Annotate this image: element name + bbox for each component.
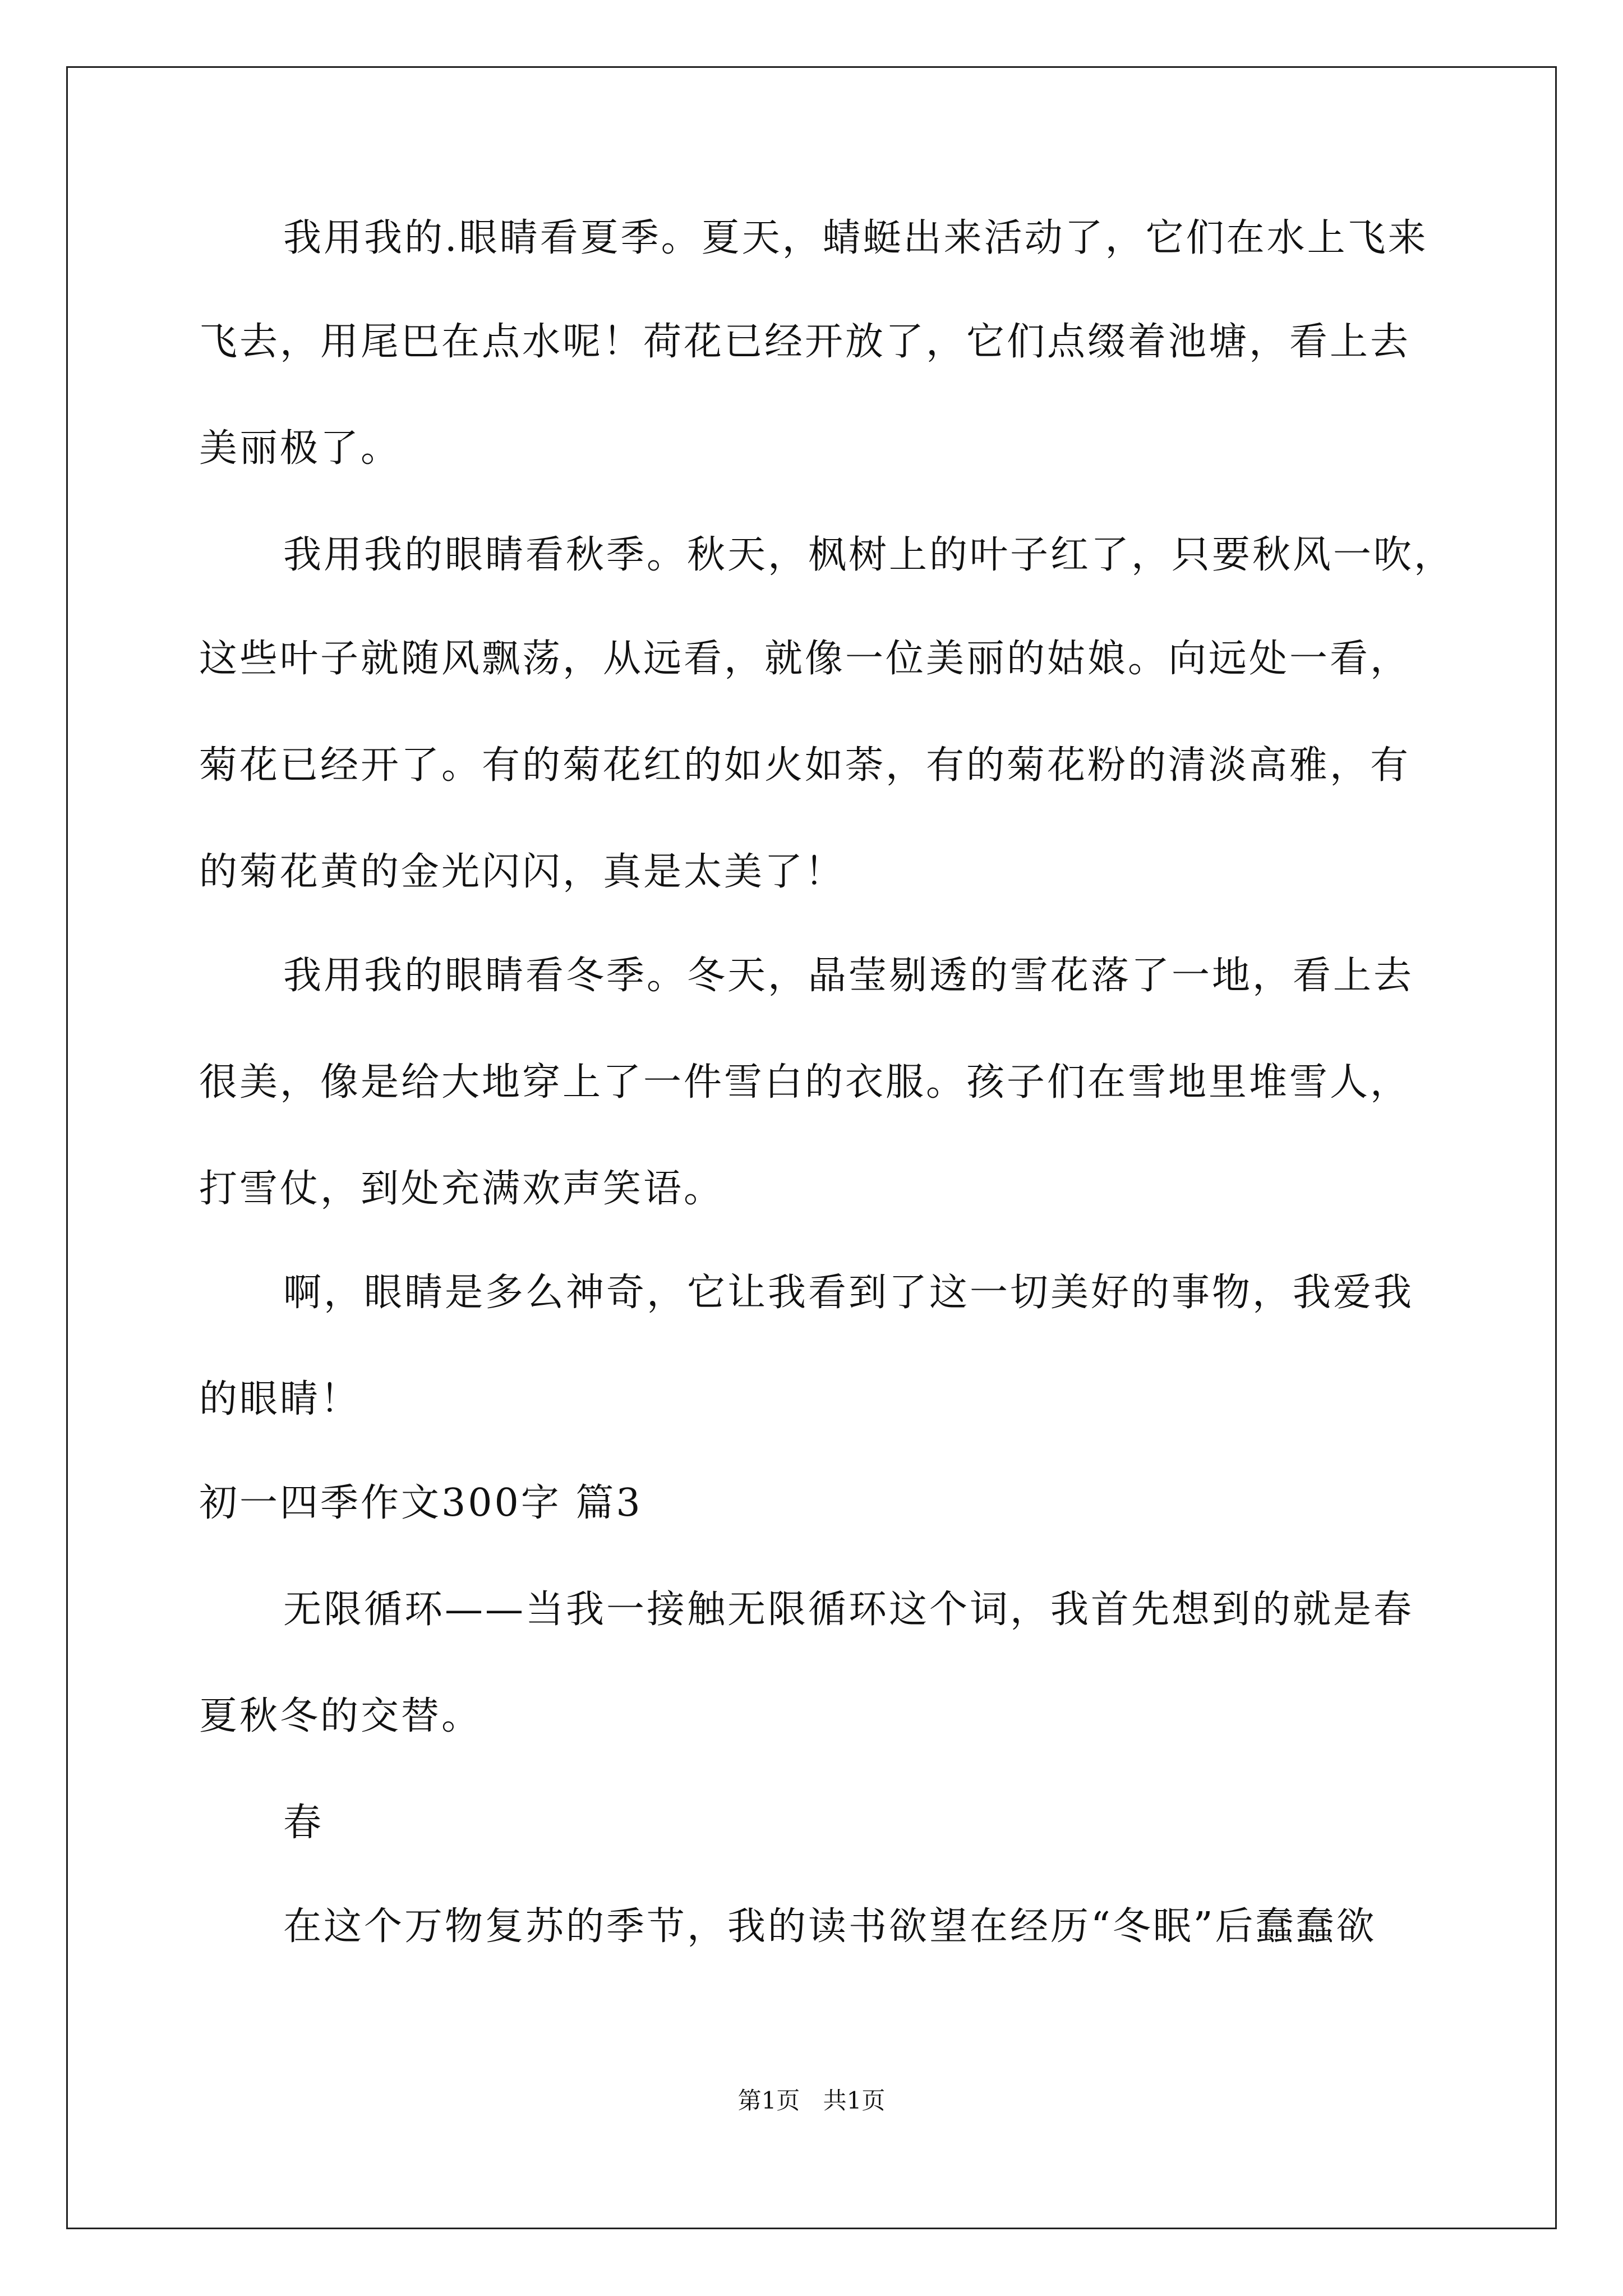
paragraph-line: 飞去，用尾巴在点水呢！荷花已经开放了，它们点缀着池塘，看上去 — [199, 320, 1411, 364]
page-number: 第1页 — [737, 2087, 800, 2114]
paragraph-line: 无限循环——当我一接触无限循环这个词，我首先想到的就是春 — [283, 1588, 1414, 1632]
paragraph-line: 的菊花黄的金光闪闪，真是太美了！ — [199, 850, 846, 894]
page-footer — [0, 2087, 1623, 2115]
subheading: 春 — [283, 1801, 324, 1845]
paragraph-line: 啊，眼睛是多么神奇，它让我看到了这一切美好的事物，我爱我 — [283, 1271, 1414, 1315]
paragraph-line: 夏秋冬的交替。 — [199, 1694, 482, 1738]
paragraph-line: 打雪仗，到处充满欢声笑语。 — [199, 1167, 725, 1211]
paragraph-line: 美丽极了。 — [199, 426, 402, 471]
paragraph-line: 这些叶子就随风飘荡，从远看，就像一位美丽的姑娘。向远处一看， — [199, 637, 1411, 681]
paragraph-line: 的眼睛！ — [199, 1377, 361, 1421]
page-total: 共1页 — [823, 2087, 886, 2114]
paragraph-line: 很美，像是给大地穿上了一件雪白的衣服。孩子们在雪地里堆雪人， — [199, 1060, 1411, 1105]
paragraph-line: 我用我的.眼睛看夏季。夏天，蜻蜓出来活动了，它们在水上飞来 — [283, 216, 1428, 260]
paragraph-line: 在这个万物复苏的季节，我的读书欲望在经历“冬眠”后蠢蠢欲 — [283, 1904, 1377, 1949]
paragraph-line: 菊花已经开了。有的菊花红的如火如荼，有的菊花粉的清淡高雅，有 — [199, 743, 1411, 788]
paragraph-line: 我用我的眼睛看秋季。秋天，枫树上的叶子红了，只要秋风一吹， — [283, 533, 1455, 577]
paragraph-line: 我用我的眼睛看冬季。冬天，晶莹剔透的雪花落了一地，看上去 — [283, 954, 1414, 998]
section-heading: 初一四季作文300字 篇3 — [199, 1481, 643, 1525]
